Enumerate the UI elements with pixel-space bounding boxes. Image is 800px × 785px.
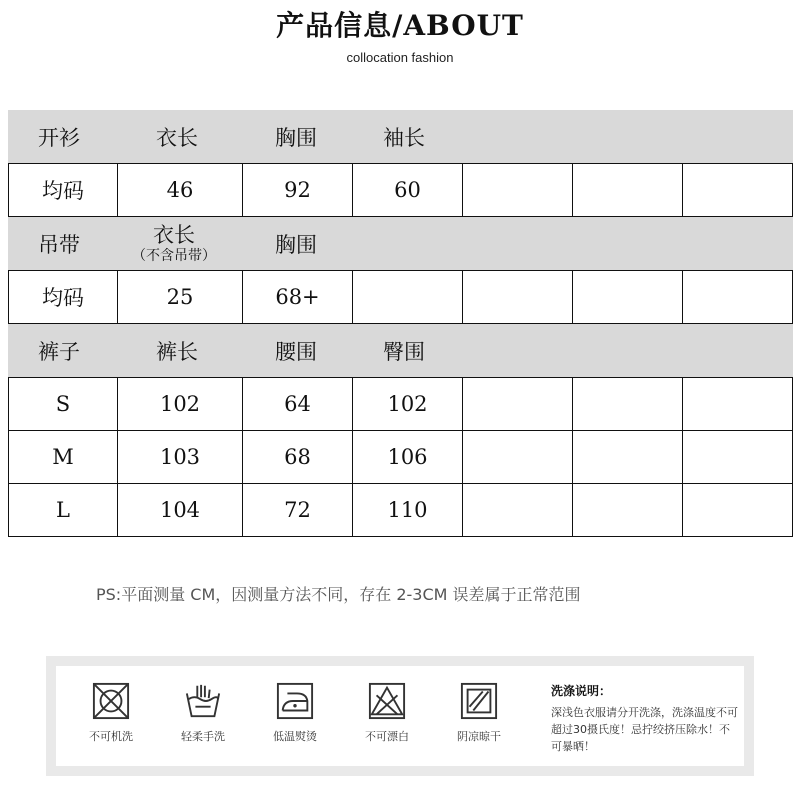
care-item (76, 682, 146, 744)
table-cell (683, 431, 793, 483)
table-cell (683, 164, 793, 216)
table-cell: 106 (353, 431, 463, 483)
table-cell (683, 271, 793, 323)
table-cell: 均码 (8, 271, 118, 323)
table-cell: 104 (118, 484, 243, 536)
header-cell: 吊带 (38, 232, 80, 257)
header-sub-label: （不含吊带） (132, 247, 216, 264)
header-cell: 胸围 (275, 125, 317, 150)
header-cell: 臀围 (383, 339, 425, 364)
table-row (8, 163, 793, 217)
care-instructions-panel (46, 656, 754, 776)
hand-wash-icon (184, 682, 222, 720)
table-cell: 25 (118, 271, 243, 323)
table-cell: 68+ (243, 271, 353, 323)
table-cell (573, 378, 683, 430)
table-cell: 110 (353, 484, 463, 536)
care-label: 低温熨烫 (273, 730, 317, 743)
care-item (352, 682, 422, 744)
wash-instructions-text: 深浅色衣服请分开洗涤，洗涤温度不可超过30摄氏度！忌拧绞挤压除水！不可暴晒！ (551, 706, 738, 753)
table-cell (683, 378, 793, 430)
care-label: 不可漂白 (365, 730, 409, 743)
header-cell: 裤子 (38, 339, 80, 364)
pants-header-row (8, 324, 793, 377)
care-item (260, 682, 330, 744)
table-cell (463, 271, 573, 323)
table-cell (573, 164, 683, 216)
size-table (8, 110, 793, 537)
table-cell (463, 164, 573, 216)
table-cell (463, 431, 573, 483)
shade-dry-icon (460, 682, 498, 720)
care-item (444, 682, 514, 744)
table-cell: 103 (118, 431, 243, 483)
header-cell: 袖长 (383, 125, 425, 150)
table-cell: 46 (118, 164, 243, 216)
table-cell: 64 (243, 378, 353, 430)
table-cell: 102 (353, 378, 463, 430)
no-bleach-icon (368, 682, 406, 720)
table-cell (463, 484, 573, 536)
wash-instructions-title: 洗涤说明： (551, 684, 612, 698)
header-cell: 裤长 (156, 339, 198, 364)
page-title: 产品信息/ABOUT (276, 9, 524, 42)
cardigan-header-row (8, 110, 793, 163)
table-row (8, 483, 793, 537)
table-cell: 92 (243, 164, 353, 216)
camisole-header-row (8, 217, 793, 270)
table-cell (683, 484, 793, 536)
table-cell: L (8, 484, 118, 536)
table-cell: 72 (243, 484, 353, 536)
table-cell: 60 (353, 164, 463, 216)
table-cell (573, 484, 683, 536)
care-item (168, 682, 238, 744)
table-cell (573, 271, 683, 323)
header-cell: 开衫 (38, 125, 80, 150)
low-iron-icon (276, 682, 314, 720)
care-instructions-inner (56, 666, 744, 766)
no-machine-wash-icon (92, 682, 130, 720)
header-label: 衣长 (153, 222, 195, 247)
table-cell: S (8, 378, 118, 430)
table-row (8, 430, 793, 483)
page-subtitle: collocation fashion (346, 50, 454, 65)
care-label: 阴凉晾干 (457, 730, 501, 743)
table-row (8, 377, 793, 430)
header-cell: 胸围 (275, 232, 317, 257)
table-cell: 68 (243, 431, 353, 483)
table-cell: 102 (118, 378, 243, 430)
care-label: 轻柔手洗 (181, 730, 225, 743)
header-cell: 腰围 (275, 339, 317, 364)
care-label: 不可机洗 (89, 730, 133, 743)
table-cell (353, 271, 463, 323)
measurement-note: PS:平面测量 CM，因测量方法不同，存在 2-3CM 误差属于正常范围 (96, 585, 581, 604)
table-cell (463, 378, 573, 430)
header-cell: 衣长 (156, 125, 198, 150)
table-cell (573, 431, 683, 483)
table-cell: M (8, 431, 118, 483)
table-row (8, 270, 793, 324)
header-cell (118, 217, 243, 270)
table-cell: 均码 (8, 164, 118, 216)
